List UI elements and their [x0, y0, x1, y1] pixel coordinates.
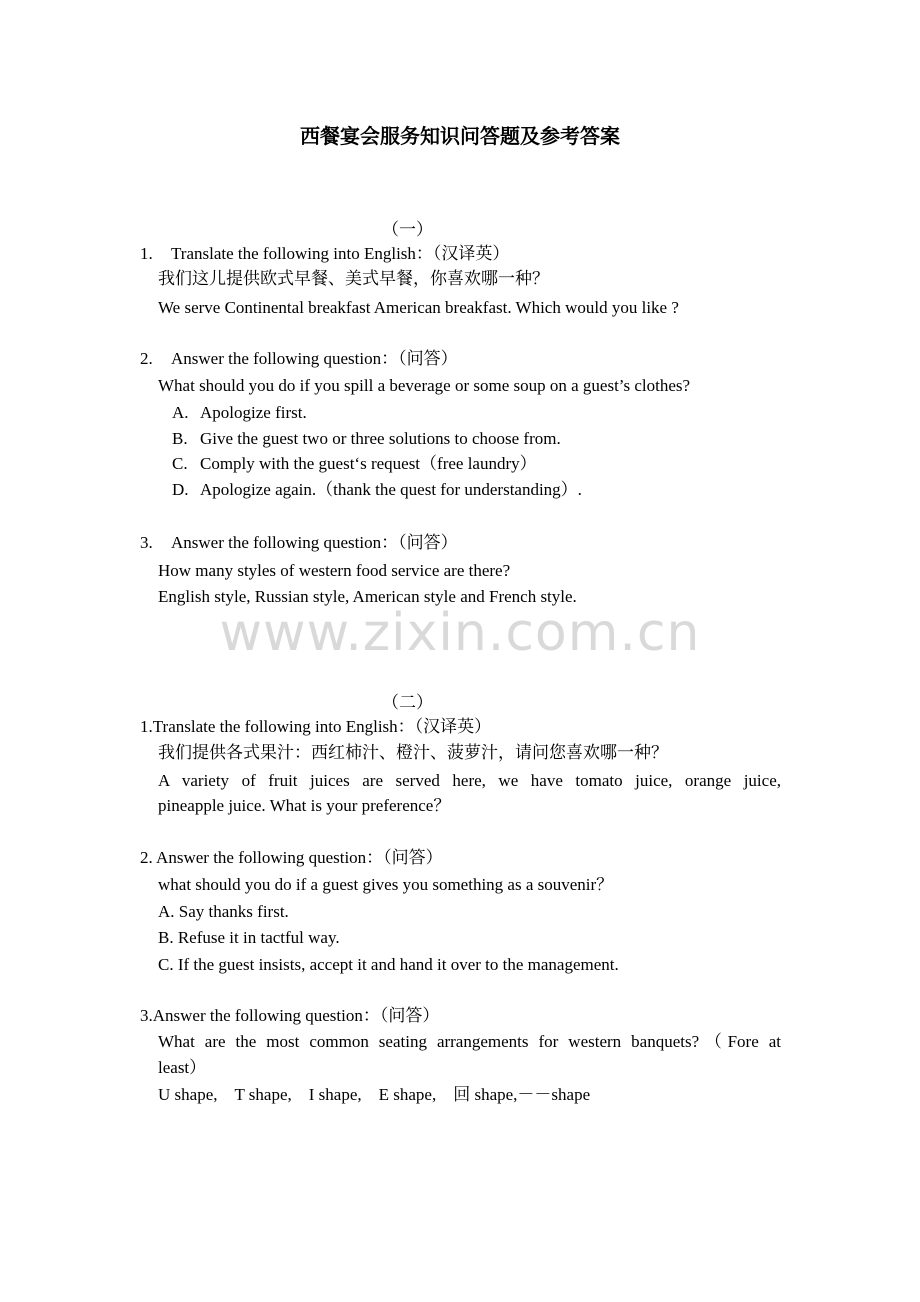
option-item: B. Refuse it in tactful way.	[158, 928, 340, 947]
question-number: 3.	[140, 533, 153, 552]
page-title: 西餐宴会服务知识问答题及参考答案	[300, 124, 620, 148]
answer-3-text: U shape, T shape, I shape, E shape, 回 shape,－－shape	[158, 1085, 591, 1104]
option-item	[172, 453, 537, 475]
option-item	[172, 402, 307, 424]
question-prompt-text: Answer the following question：（问答）	[171, 533, 458, 552]
watermark: www.zixin.com.cn	[219, 603, 701, 663]
option-letter: A.	[172, 403, 189, 422]
question-3-prompt: 3.Answer the following question：（问答）	[140, 1006, 440, 1025]
question-3-text: How many styles of western food service are there?	[158, 561, 511, 580]
question-3-prompt	[140, 532, 458, 554]
section-heading-2: （二）	[382, 693, 433, 712]
question-2-prompt	[140, 348, 458, 370]
question-prompt-text: Translate the following into English：（汉译英）	[171, 244, 510, 263]
question-number: 1.	[140, 244, 153, 263]
option-text: Give the guest two or three solutions to choose from.	[200, 429, 561, 448]
question-prompt-text: Answer the following question：（问答）	[171, 349, 458, 368]
question-2-prompt: 2. Answer the following question：（问答）	[140, 848, 443, 867]
option-text: Apologize first.	[200, 403, 307, 422]
question-1-prompt: 1.Translate the following into English：（汉译英）	[140, 717, 492, 736]
section-heading-1: （一）	[382, 220, 433, 239]
question-number: 2.	[140, 349, 153, 368]
question-1-text: 我们这儿提供欧式早餐、美式早餐，你喜欢哪一种？	[158, 269, 549, 288]
option-letter: C.	[172, 454, 188, 473]
question-1-text: 我们提供各式果汁：西红柿汁、橙汁、菠萝汁，请问您喜欢哪一种？	[158, 743, 668, 762]
option-text: Comply with the guest‘s request（free laundry）	[200, 454, 537, 473]
question-2-text: what should you do if a guest gives you something as a souvenir？	[158, 875, 614, 894]
option-item	[172, 479, 582, 501]
answer-3-text: English style, Russian style, American style and French style.	[158, 587, 577, 606]
answer-1-text: We serve Continental breakfast American breakfast. Which would you like ?	[158, 298, 679, 317]
option-item: C. If the guest insists, accept it and hand it over to the management.	[158, 955, 619, 974]
question-1-prompt	[140, 243, 509, 265]
question-2-text: What should you do if you spill a beverage or some soup on a guest’s clothes?	[158, 376, 691, 395]
question-3-line-1: What are the most common seating arrangements for western banquets?（Fore at	[158, 1032, 781, 1051]
question-3-line-2: least）	[158, 1058, 207, 1077]
option-letter: D.	[172, 480, 189, 499]
answer-1-line-1: A variety of fruit juices are served here, we have tomato juice, orange juice,	[158, 771, 781, 790]
option-letter: B.	[172, 429, 188, 448]
option-text: Apologize again.（thank the quest for understanding）.	[200, 480, 582, 499]
option-item	[172, 428, 561, 450]
option-item: A. Say thanks first.	[158, 902, 289, 921]
answer-1-line-2: pineapple juice. What is your preference？	[158, 796, 451, 815]
